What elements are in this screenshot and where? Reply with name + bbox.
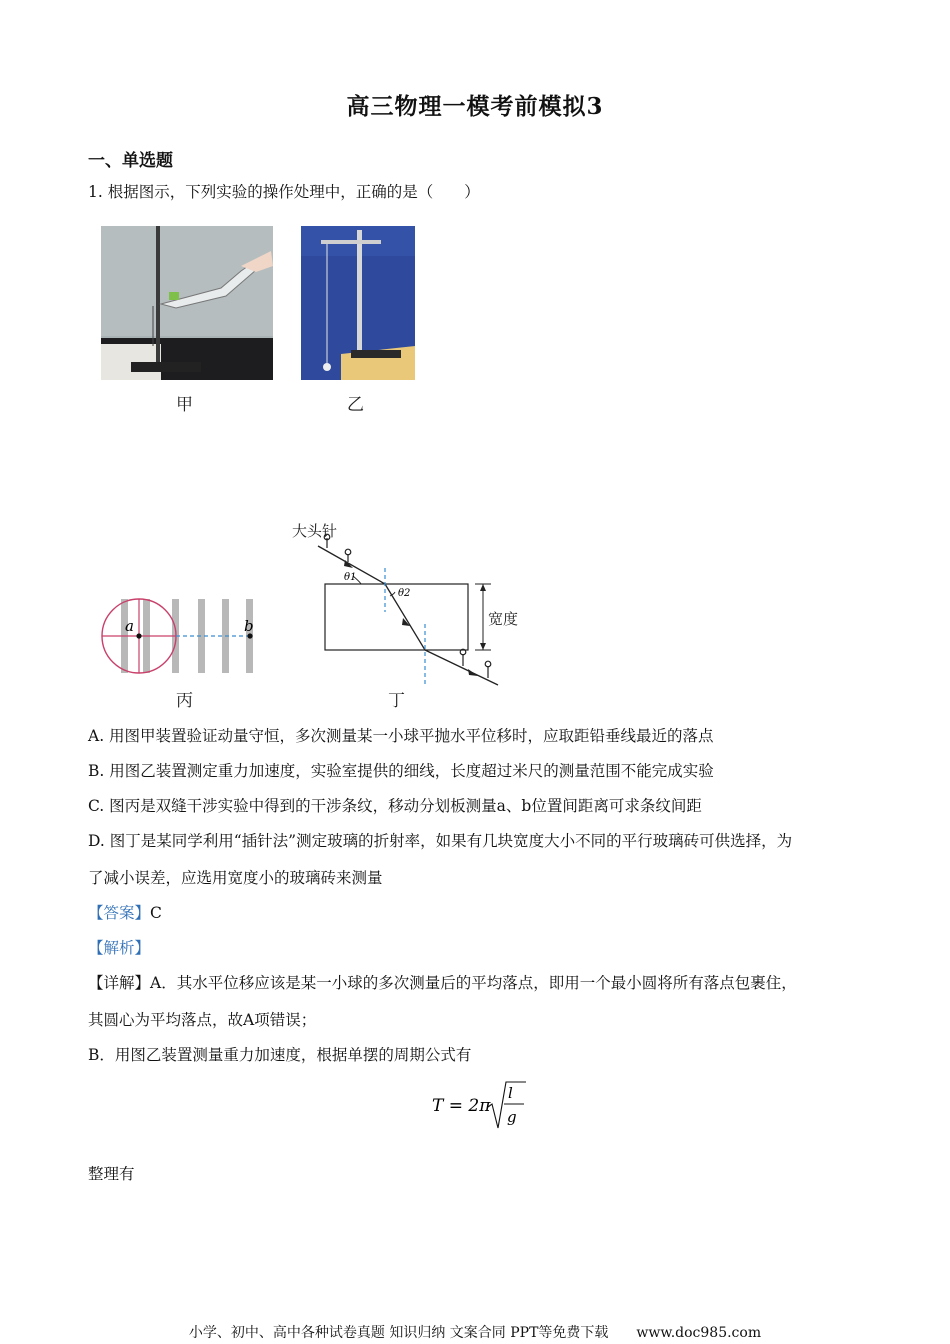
- width-label: 宽度: [488, 610, 519, 628]
- theta2-label: θ2: [398, 588, 411, 599]
- caption-jia: 甲: [176, 395, 193, 415]
- period-formula: [420, 1078, 530, 1134]
- label-a: a: [125, 617, 134, 635]
- figure-yi-photo: [301, 226, 415, 380]
- glass-block: [325, 584, 468, 650]
- option-c: C. 图丙是双缝干涉实验中得到的干涉条纹，移动分划板测量a、b位置间距离可求条纹间距: [88, 797, 702, 815]
- answer-label: 【答案】: [88, 904, 151, 922]
- answer-value: C: [150, 904, 162, 922]
- section-heading: 一、单选题: [88, 151, 173, 171]
- pin-icon: [485, 661, 491, 667]
- option-d-line1: D. 图丁是某同学利用“插针法”测定玻璃的折射率，如果有几块宽度大小不同的平行玻璃砖可供选择，为: [88, 832, 793, 850]
- detail-a-text: A．其水平位移应该是某一小球的多次测量后的平均落点，即用一个最小圆将所有落点包裹住，: [150, 974, 797, 992]
- formula-lhs: T = 2π: [432, 1096, 491, 1116]
- figure-ding-pin-method: [290, 520, 530, 692]
- option-d-line2: 了减小误差，应选用宽度小的玻璃砖来测量: [88, 869, 383, 887]
- emergent-ray: [425, 650, 498, 685]
- analysis-line: [88, 938, 150, 958]
- page-title: 高三物理一模考前模拟3: [346, 93, 604, 120]
- caption-ding: 丁: [388, 691, 405, 711]
- tidy-text: 整理有: [88, 1165, 135, 1183]
- detail-label: 【详解】: [88, 974, 151, 992]
- theta1-label: θ1: [344, 572, 357, 583]
- formula-numerator: l: [508, 1084, 513, 1102]
- option-b: B. 用图乙装置测定重力加速度，实验室提供的细线，长度超过米尺的测量范围不能完成实验: [88, 762, 714, 780]
- caption-yi: 乙: [347, 395, 364, 415]
- caption-bing: 丙: [176, 691, 193, 711]
- analysis-label: 【解析】: [88, 939, 151, 957]
- detail-a-line1: [88, 973, 797, 993]
- page-footer: 小学、初中、高中各种试卷真题 知识归纳 文案合同 PPT等免费下载 www.doc985.com: [188, 1325, 762, 1341]
- formula-denominator: g: [507, 1108, 517, 1126]
- label-b: b: [244, 617, 254, 635]
- pin-label: 大头针: [292, 522, 338, 540]
- figure-bing-fringes: [98, 596, 270, 678]
- detail-b: B．用图乙装置测量重力加速度，根据单摆的周期公式有: [88, 1046, 472, 1064]
- figure-jia-photo: [101, 226, 273, 380]
- option-a: A. 用图甲装置验证动量守恒，多次测量某一小球平抛水平位移时，应取距铅垂线最近的落点: [88, 727, 714, 745]
- detail-a-line2: 其圆心为平均落点，故A项错误；: [88, 1011, 317, 1029]
- question-stem: 1. 根据图示，下列实验的操作处理中，正确的是（ ）: [88, 183, 480, 201]
- pin-icon: [345, 549, 351, 555]
- answer-line: [88, 903, 162, 923]
